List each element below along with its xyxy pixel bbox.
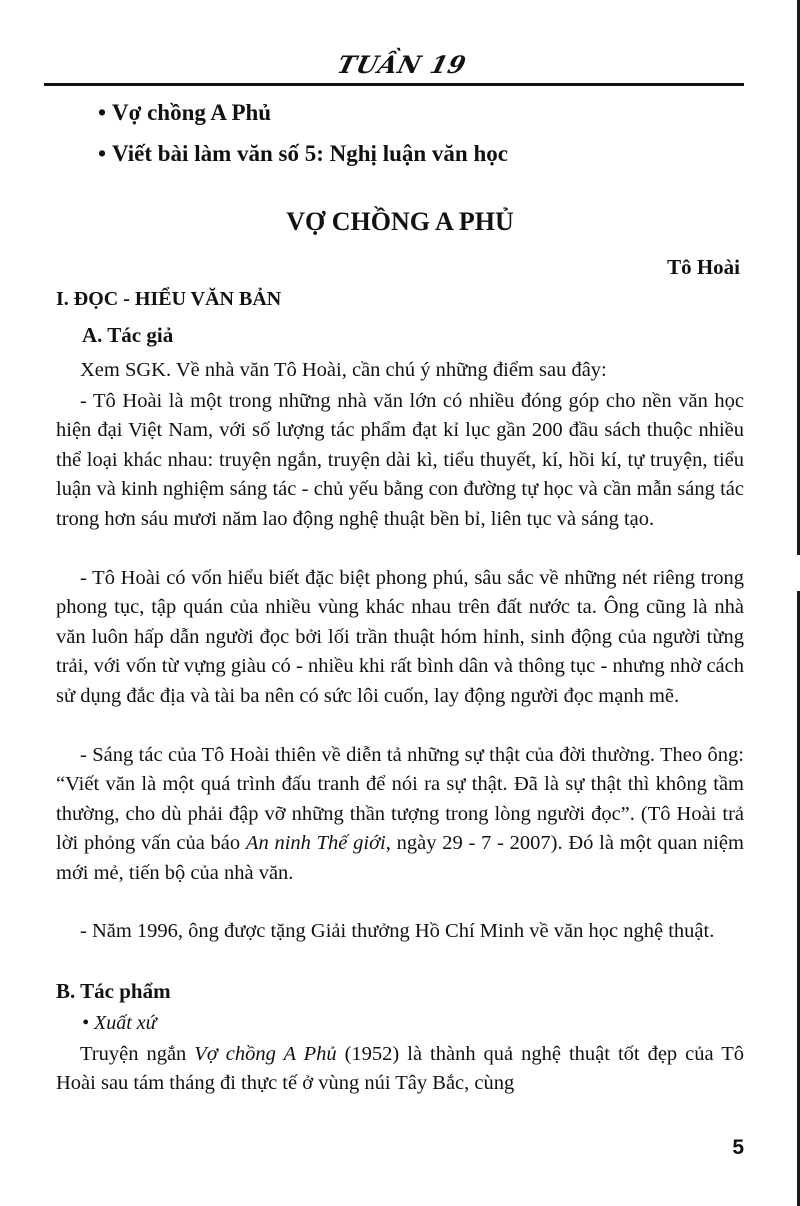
paragraph-text: , ngày 29 - 7 - 2007). Đó là một quan niệm mới mẻ, tiến bộ của nhà văn. [56,832,744,884]
agenda-item-label: Vợ chồng A Phủ [112,100,272,125]
week-label: TUẦN 19 [334,50,470,79]
section-heading: I. ĐỌC - HIỂU VĂN BẢN [56,288,282,310]
agenda-item [98,100,271,126]
paragraph [56,1040,744,1099]
bullet-icon: • [98,141,107,166]
agenda-item [98,141,508,167]
paragraph [56,741,744,888]
work-title: Vợ chồng A Phủ [194,1043,337,1065]
header-rule [44,83,744,86]
subheading-author: A. Tác giả [82,323,174,347]
origin-label: • Xuất xứ [82,1012,157,1034]
intro-paragraph: Xem SGK. Về nhà văn Tô Hoài, cần chú ý những điểm sau đây: [80,359,607,381]
article-author: Tô Hoài [667,255,740,279]
paragraph-text: (1952) là thành quả nghệ thuật tốt đẹp của Tô Hoài sau tám tháng đi thực tế ở vùng núi Tây Bắc, cùng [56,1043,744,1095]
paragraph: - Tô Hoài có vốn hiểu biết đặc biệt phong phú, sâu sắc về những nét riêng trong phong tục, tập quán của nhiều vùng khác nhau trên đất nước ta. Ông cũng là nhà văn luôn hấp dẫn người đọc bởi lối trần thuật hóm hỉnh, sinh động của người từng trải, với vốn từ vựng giàu có - nhiều khi rất bình dân và thông tục - nhưng nhờ cách sử dụng đắc địa và tài ba nên có sức lôi cuốn, lay động người đọc mạnh mẽ. [56,567,744,707]
paragraph: - Tô Hoài là một trong những nhà văn lớn có nhiều đóng góp cho nền văn học hiện đại Việt Nam, với số lượng tác phẩm đạt kỉ lục gần 200 đầu sách thuộc nhiều thể loại khác nhau: truyện ngắn, truyện dài kì, tiểu thuyết, kí, hồi kí, tự truyện, tiểu luận và kinh nghiệm sáng tác - chủ yếu bằng con đường tự học và cần mẫn sáng tác trong hơn sáu mươi năm lao động nghệ thuật bền bỉ, liên tục và sáng tạo. [56,390,744,530]
agenda-item-label: Viết bài làm văn số 5: Nghị luận văn học [112,141,508,166]
paragraph-text: Truyện ngắn [80,1043,195,1065]
newspaper-name: An ninh Thế giới [245,832,386,855]
bullet-icon: • [98,100,107,125]
article-title: VỢ CHỒNG A PHỦ [286,207,514,236]
paragraph-text: - Sáng tác của Tô Hoài thiên về diễn tả những sự thật của đời thường. Theo ông: “Viết văn là một quá trình đấu tranh để nói ra sự thật. Đã là sự thật thì không tầm thường, cho dù phải đập vỡ những thần tượng trong lòng người đọc”. (Tô Hoài trả lời phỏng vấn của báo [56,744,744,855]
subheading-work: B. Tác phẩm [56,979,171,1003]
paragraph: - Năm 1996, ông được tặng Giải thưởng Hồ Chí Minh về văn học nghệ thuật. [80,920,715,942]
page-number: 5 [732,1136,744,1159]
